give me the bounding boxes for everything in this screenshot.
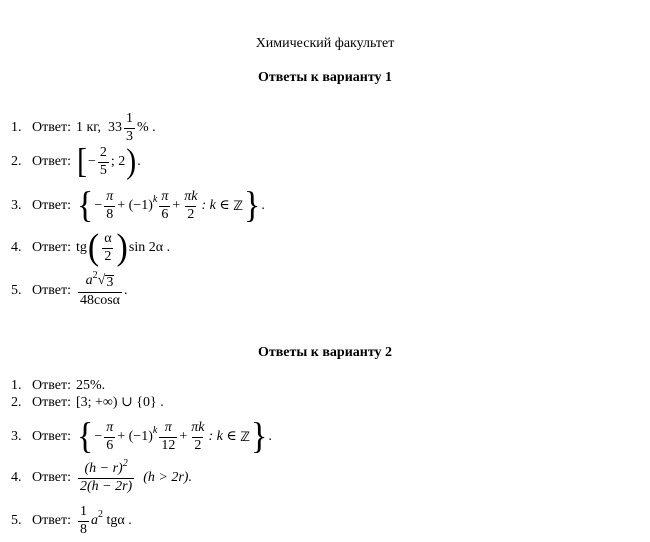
answer-label: Ответ: [32, 378, 71, 393]
period: . [166, 240, 171, 255]
numerator: π [106, 188, 114, 204]
pi-over-6 [104, 421, 115, 453]
answer-integer: 33 [107, 120, 122, 136]
v1-answer-5 [11, 270, 128, 308]
v2-answer-4 [11, 458, 192, 494]
answer-fraction [124, 112, 135, 144]
answer-label: Ответ: [32, 120, 71, 136]
denominator: 8 [79, 521, 87, 537]
tg-text: tgα . [106, 513, 132, 529]
numerator-base: (h − r) [84, 461, 123, 476]
item-number: 2. [11, 154, 22, 170]
tg-text: tg [75, 240, 87, 255]
integers-symbol: ℤ [240, 429, 251, 445]
denominator: 2 [187, 206, 195, 222]
right-paren: ) [116, 227, 128, 268]
minus-sign: − [94, 429, 103, 444]
left-brace: { [76, 416, 94, 457]
v1-answer-1 [11, 112, 156, 144]
numerator: π [164, 419, 172, 435]
minus-sign: − [94, 198, 103, 213]
answer-label: Ответ: [32, 513, 71, 529]
answer-label: Ответ: [32, 198, 71, 213]
right-brace: } [244, 185, 261, 226]
answer-text: ; 2 [110, 154, 126, 170]
radical-sign: √ [97, 273, 106, 288]
item-number: 1. [11, 378, 22, 393]
numerator: π [106, 419, 114, 435]
answer-text: [3; +∞) ∪ {0} . [75, 395, 164, 410]
answer-text: + (−1) [117, 198, 153, 213]
denominator: 48cosα [79, 292, 120, 308]
denominator: 2 [194, 437, 202, 453]
variant-2-heading: Ответы к варианту 2 [257, 345, 393, 360]
denominator: 6 [161, 206, 169, 222]
v2-answer-1 [11, 379, 105, 393]
item-number: 2. [11, 395, 22, 410]
condition-text: : k ∈ [201, 198, 230, 213]
var-a: a [90, 513, 98, 529]
pi-over-12 [159, 421, 177, 453]
condition-text: : k ∈ [208, 429, 237, 444]
answer-fraction [78, 270, 122, 308]
answer-text: 1 кг, [75, 120, 101, 136]
answer-label: Ответ: [32, 470, 71, 486]
var-a: a [85, 273, 93, 288]
answer-label: Ответ: [32, 240, 71, 255]
item-number: 4. [11, 240, 22, 255]
v1-answer-3 [11, 185, 265, 226]
answer-text: + (−1) [117, 429, 153, 444]
pik-over-2 [182, 190, 199, 222]
answer-label: Ответ: [32, 154, 71, 170]
numerator: πk [184, 188, 198, 204]
numerator: 1 [125, 111, 133, 126]
answer-label: Ответ: [32, 283, 71, 299]
minus-sign: − [87, 154, 96, 170]
v1-answer-2 [11, 142, 141, 181]
denominator: 6 [106, 437, 114, 453]
percent-sign: % [136, 120, 149, 136]
answer-label: Ответ: [32, 429, 71, 444]
answer-fraction [98, 146, 109, 178]
numerator: π [161, 188, 169, 204]
v2-answer-5 [11, 505, 132, 537]
alpha-over-2 [102, 232, 113, 264]
denominator: 5 [99, 162, 107, 178]
left-brace: { [76, 185, 94, 226]
integers-symbol: ℤ [233, 198, 244, 214]
plus-sign: + [179, 429, 188, 444]
left-paren: ( [87, 227, 100, 268]
one-over-8 [78, 505, 89, 537]
square-root [98, 274, 115, 291]
exponent: k [152, 425, 158, 436]
exponent: k [152, 194, 158, 205]
item-number: 3. [11, 429, 22, 444]
denominator: 3 [125, 128, 133, 144]
period: . [152, 120, 156, 136]
numerator: 1 [79, 504, 87, 519]
answer-fraction [78, 458, 134, 494]
v2-answer-3 [11, 416, 272, 457]
radicand: 3 [106, 275, 114, 290]
period: . [123, 283, 128, 299]
numerator: πk [191, 419, 205, 435]
item-number: 5. [11, 283, 22, 299]
answer-label: Ответ: [32, 395, 71, 410]
pik-over-2 [189, 421, 206, 453]
faculty-title: Химический факультет [255, 36, 395, 51]
denominator: 2(h − 2r) [79, 478, 133, 494]
right-paren: ) [126, 142, 137, 181]
answer-text: 25%. [75, 378, 106, 393]
exponent: 2 [92, 270, 98, 281]
item-number: 3. [11, 198, 22, 213]
numerator: 2 [99, 145, 107, 160]
denominator: 8 [106, 206, 114, 222]
sin-text: sin 2α [128, 240, 164, 255]
variant-1-heading: Ответы к варианту 1 [257, 70, 393, 85]
right-brace: } [251, 416, 268, 457]
item-number: 4. [11, 470, 22, 486]
v2-answer-2 [11, 396, 164, 410]
denominator: 2 [104, 248, 112, 264]
item-number: 1. [11, 120, 22, 136]
condition-text: (h > 2r). [143, 470, 192, 486]
period: . [261, 198, 265, 213]
exponent: 2 [97, 509, 103, 521]
v1-answer-4 [11, 227, 171, 268]
left-bracket: [ [76, 142, 87, 181]
item-number: 5. [11, 513, 22, 529]
plus-sign: + [172, 198, 181, 213]
pi-over-6 [159, 190, 170, 222]
numerator: α [104, 230, 112, 246]
numerator [82, 458, 129, 478]
denominator: 12 [161, 437, 176, 453]
period: . [137, 154, 141, 170]
period: . [268, 429, 272, 444]
pi-over-8 [104, 190, 115, 222]
numerator [84, 270, 117, 292]
exponent: 2 [122, 458, 128, 469]
